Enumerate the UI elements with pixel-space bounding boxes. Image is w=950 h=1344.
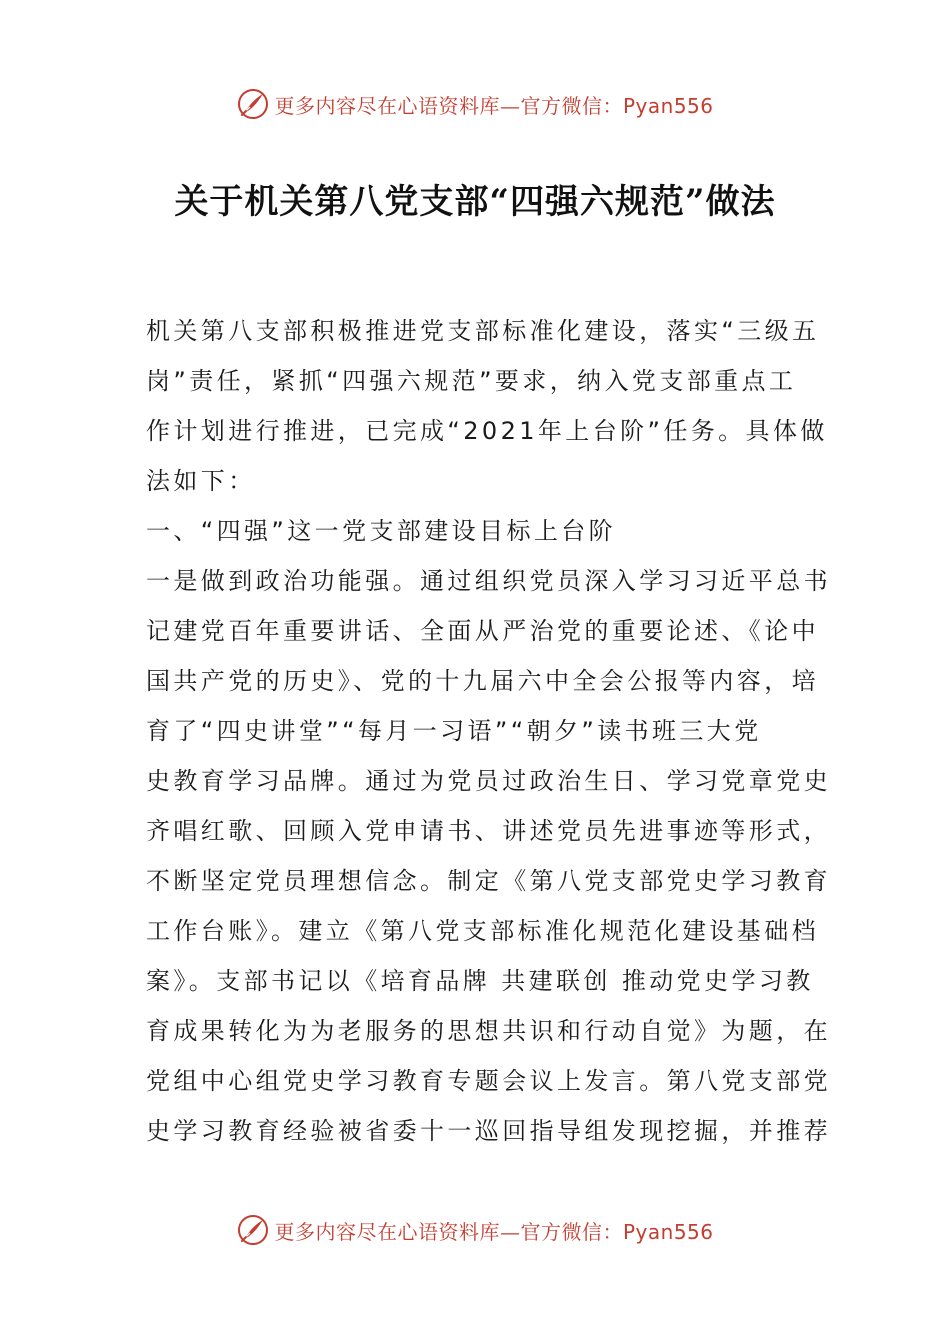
body-line: 国共产党的历史》、党的十九届六中全会公报等内容，培 xyxy=(146,667,819,695)
watermark-text xyxy=(274,90,713,119)
body-line: 案》。支部书记以《培育品牌 共建联创 推动党史学习教 xyxy=(146,967,814,995)
wechat-id: Pyan556 xyxy=(622,93,714,118)
body-line: 工作台账》。建立《第八党支部标准化规范化建设基础档 xyxy=(146,917,819,945)
quill-pen-logo-icon xyxy=(236,1213,270,1247)
body-line: 一是做到政治功能强。通过组织党员深入学习习近平总书 xyxy=(146,567,831,595)
separator-dash: — xyxy=(499,93,521,118)
body-line: 记建党百年重要讲话、全面从严治党的重要论述、《论中 xyxy=(146,617,819,645)
body-line: 机关第八支部积极推进党支部标准化建设，落实“三级五 xyxy=(146,317,820,345)
body-line: 作计划进行推进，已完成“2021年上台阶”任务。具体做 xyxy=(146,417,828,445)
separator-dash: — xyxy=(499,1219,521,1244)
wechat-label: 官方微信： xyxy=(520,93,623,118)
body-line: 育成果转化为为老服务的思想共识和行动自觉》为题，在 xyxy=(146,1017,831,1045)
body-line: 育了“四史讲堂”“每月一习语”“朝夕”读书班三大党 xyxy=(146,717,762,745)
body-line: 史学习教育经验被省委十一巡回指导组发现挖掘，并推荐 xyxy=(146,1117,831,1145)
body-line: 法如下： xyxy=(146,467,256,495)
body-line: 齐唱红歌、回顾入党申请书、讲述党员先进事迹等形式， xyxy=(146,817,831,845)
document-title: 关于机关第八党支部“四强六规范”做法 xyxy=(174,182,776,222)
body-line: 岗”责任，紧抓“四强六规范”要求，纳入党支部重点工 xyxy=(146,367,797,395)
brand-text: 更多内容尽在心语资料库 xyxy=(274,93,500,118)
header-watermark-banner xyxy=(0,84,950,124)
body-line: 党组中心组党史学习教育专题会议上发言。第八党支部党 xyxy=(146,1067,831,1095)
quill-pen-logo-icon xyxy=(236,87,270,121)
brand-text: 更多内容尽在心语资料库 xyxy=(274,1219,500,1244)
watermark-text xyxy=(274,1216,713,1245)
footer-watermark-banner xyxy=(0,1210,950,1250)
section-heading: 一、“四强”这一党支部建设目标上台阶 xyxy=(146,517,617,545)
body-line: 不断坚定党员理想信念。制定《第八党支部党史学习教育 xyxy=(146,867,831,895)
document-body xyxy=(146,306,831,1156)
wechat-label: 官方微信： xyxy=(520,1219,623,1244)
body-line: 史教育学习品牌。通过为党员过政治生日、学习党章党史 xyxy=(146,767,831,795)
wechat-id: Pyan556 xyxy=(622,1219,714,1244)
